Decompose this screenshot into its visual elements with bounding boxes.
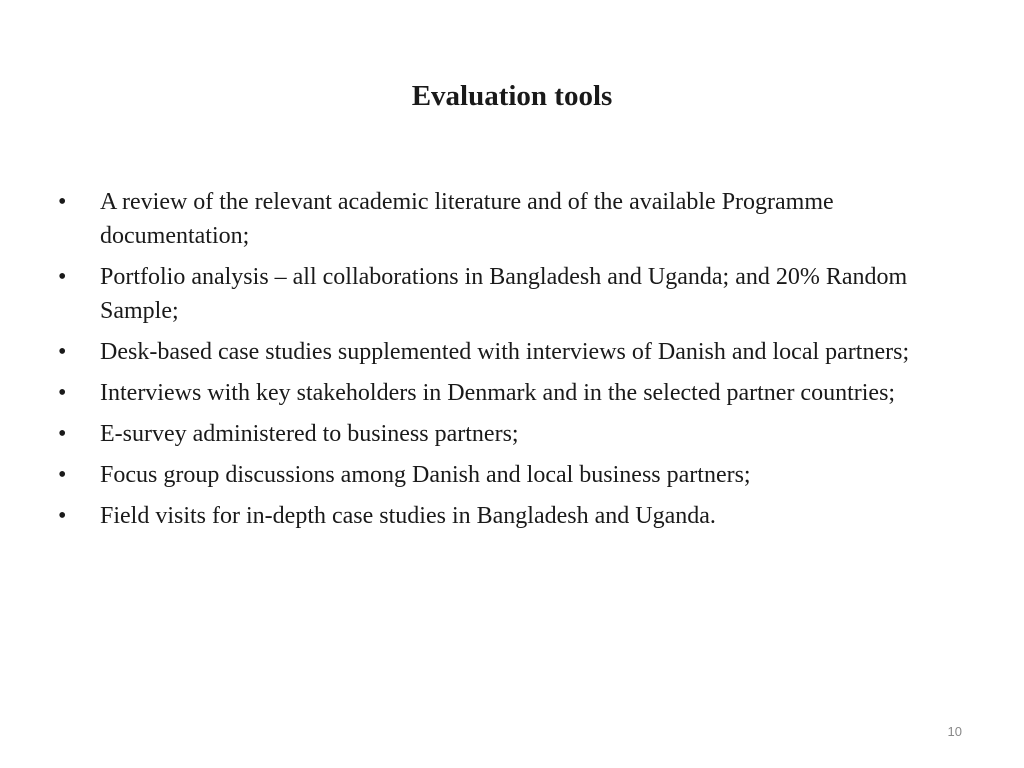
bullet-text: Portfolio analysis – all collaborations in Bangladesh and Uganda; and 20% Random Sample; (100, 264, 908, 324)
bullet-item (0, 260, 1024, 328)
bullet-dot-icon: • (58, 421, 67, 447)
bullet-text: Desk-based case studies supplemented with interviews of Danish and local partners; (100, 339, 910, 365)
bullet-dot-icon: • (58, 462, 67, 488)
bullet-text: E-survey administered to business partners; (100, 421, 519, 447)
bullet-dot-icon: • (58, 503, 67, 529)
bullet-item (0, 376, 1024, 410)
bullet-item (0, 335, 1024, 369)
bullet-dot-icon: • (58, 189, 67, 215)
bullet-dot-icon: • (58, 380, 67, 406)
bullet-item (0, 458, 1024, 492)
bullet-text: Interviews with key stakeholders in Denmark and in the selected partner countries; (100, 380, 896, 406)
page-number: 10 (947, 724, 962, 739)
bullet-item (0, 499, 1024, 533)
bullet-dot-icon: • (58, 264, 67, 290)
bullet-text: Focus group discussions among Danish and local business partners; (100, 462, 751, 488)
bullet-dot-icon: • (58, 339, 67, 365)
bullet-item (0, 185, 1024, 253)
bullet-text: Field visits for in-depth case studies in Bangladesh and Uganda. (100, 503, 716, 529)
bullet-item (0, 417, 1024, 451)
bullet-list (0, 185, 1024, 540)
slide-title: Evaluation tools (411, 80, 613, 112)
bullet-text: A review of the relevant academic literature and of the available Programme documentation; (100, 189, 834, 249)
